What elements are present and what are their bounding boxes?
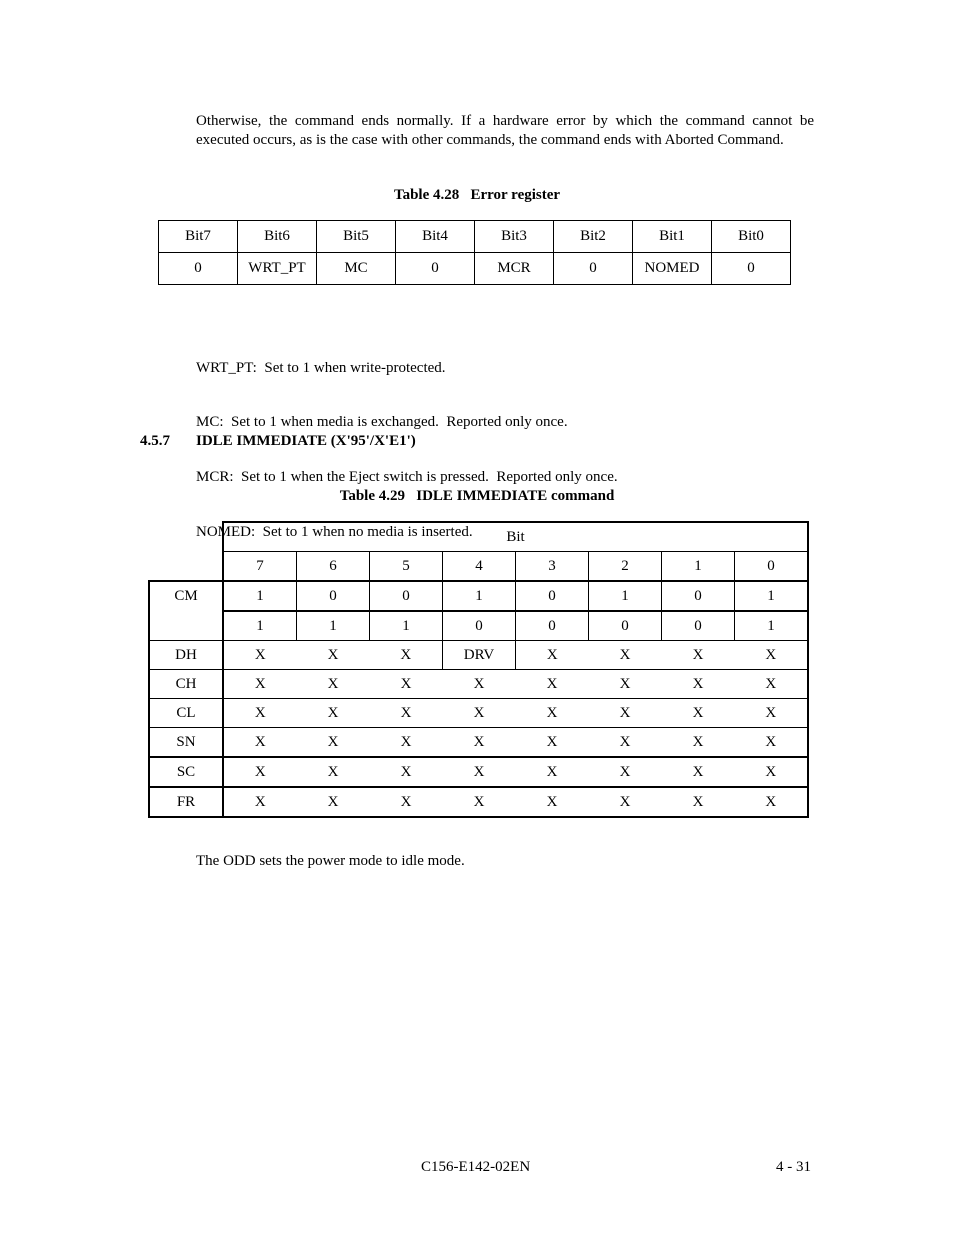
bit-number: 5 xyxy=(370,552,443,582)
section-number: 4.5.7 xyxy=(140,433,170,449)
bit-cell: X xyxy=(297,728,370,758)
bit-cell: X xyxy=(516,699,589,728)
header-cell: Bit4 xyxy=(396,221,475,253)
bit-cell: X xyxy=(516,728,589,758)
header-cell: Bit3 xyxy=(475,221,554,253)
bit-cell: X xyxy=(443,728,516,758)
table-row xyxy=(159,221,791,253)
bit-cell: X xyxy=(662,757,735,787)
idle-immediate-table xyxy=(148,521,809,818)
bit-cell: X xyxy=(735,670,809,699)
section-title: IDLE IMMEDIATE (X'95'/X'E1') xyxy=(196,433,416,449)
bit-cell: X xyxy=(370,641,443,670)
intro-line-1: Otherwise, the command ends normally. If a hardware error by which the command cannot be xyxy=(196,113,814,129)
bit-cell: X xyxy=(589,641,662,670)
bit-cell: 0 xyxy=(443,611,516,641)
bit-cell: X xyxy=(370,670,443,699)
bit-header: Bit xyxy=(223,522,808,552)
table-row xyxy=(149,670,808,699)
bit-cell: X xyxy=(297,641,370,670)
bit-cell: 1 xyxy=(370,611,443,641)
footer-doc-id: C156-E142-02EN xyxy=(421,1159,531,1175)
bit-cell: X xyxy=(297,670,370,699)
table-row xyxy=(149,757,808,787)
bit-cell: X xyxy=(516,757,589,787)
bit-cell: X xyxy=(443,670,516,699)
bit-cell: X xyxy=(370,787,443,817)
row-label-ch: CH xyxy=(149,670,223,699)
empty-corner xyxy=(149,552,223,582)
bit-number: 7 xyxy=(223,552,297,582)
table-row xyxy=(149,581,808,611)
bit-cell: 1 xyxy=(297,611,370,641)
note-nomed: NOMED: Set to 1 when no media is inserted. xyxy=(196,524,473,541)
bit-cell: X xyxy=(370,757,443,787)
bit-cell: X xyxy=(223,787,297,817)
empty-corner xyxy=(149,522,223,552)
bit-cell: X xyxy=(297,757,370,787)
bit-cell: X xyxy=(443,787,516,817)
bit-cell: X xyxy=(443,757,516,787)
bit-number: 6 xyxy=(297,552,370,582)
row-label-fr: FR xyxy=(149,787,223,817)
bit-cell: X xyxy=(223,670,297,699)
bit-cell: 1 xyxy=(735,581,809,611)
bit-cell: 1 xyxy=(589,581,662,611)
bit-cell: X xyxy=(589,728,662,758)
table-4-29-caption: Table 4.29 IDLE IMMEDIATE command xyxy=(339,488,615,504)
value-cell: MCR xyxy=(475,253,554,285)
bit-number: 3 xyxy=(516,552,589,582)
error-register-table xyxy=(158,220,791,285)
bit-cell: 0 xyxy=(370,581,443,611)
bit-cell: X xyxy=(662,728,735,758)
note-mc: MC: Set to 1 when media is exchanged. Reported only once. xyxy=(196,414,568,431)
value-cell: MC xyxy=(317,253,396,285)
bit-cell: X xyxy=(516,787,589,817)
header-cell: Bit6 xyxy=(238,221,317,253)
bit-cell: X xyxy=(589,787,662,817)
value-cell: 0 xyxy=(159,253,238,285)
row-label-cl: CL xyxy=(149,699,223,728)
table-row xyxy=(149,728,808,758)
row-label-cm: CM xyxy=(149,581,223,641)
closing-sentence: The ODD sets the power mode to idle mode. xyxy=(196,853,465,869)
value-cell: 0 xyxy=(712,253,791,285)
bit-cell: X xyxy=(662,787,735,817)
bit-cell: X xyxy=(223,757,297,787)
bit-cell: X xyxy=(516,641,589,670)
bit-cell: X xyxy=(735,787,809,817)
bit-cell: X xyxy=(589,670,662,699)
bit-cell: X xyxy=(443,699,516,728)
value-cell: NOMED xyxy=(633,253,712,285)
bit-number: 4 xyxy=(443,552,516,582)
bit-cell: DRV xyxy=(443,641,516,670)
bit-cell: 0 xyxy=(662,611,735,641)
bit-cell: 0 xyxy=(516,581,589,611)
bit-cell: X xyxy=(735,641,809,670)
bit-cell: X xyxy=(662,641,735,670)
table-row xyxy=(149,552,808,582)
bit-cell: X xyxy=(735,728,809,758)
bit-cell: X xyxy=(735,757,809,787)
note-wrt-pt: WRT_PT: Set to 1 when write-protected. xyxy=(196,359,446,376)
bit-cell: X xyxy=(223,699,297,728)
bit-cell: 0 xyxy=(297,581,370,611)
table-row xyxy=(149,611,808,641)
bit-cell: 1 xyxy=(223,581,297,611)
bit-cell: 1 xyxy=(735,611,809,641)
bit-cell: 1 xyxy=(223,611,297,641)
bit-cell: X xyxy=(297,787,370,817)
value-cell: 0 xyxy=(396,253,475,285)
bit-number: 2 xyxy=(589,552,662,582)
bit-cell: X xyxy=(662,699,735,728)
bit-cell: X xyxy=(223,641,297,670)
table-row xyxy=(149,522,808,552)
header-cell: Bit7 xyxy=(159,221,238,253)
bit-cell: 1 xyxy=(443,581,516,611)
bit-cell: X xyxy=(589,757,662,787)
table-row xyxy=(149,641,808,670)
table-row xyxy=(149,699,808,728)
value-cell: 0 xyxy=(554,253,633,285)
row-label-sc: SC xyxy=(149,757,223,787)
footer-page-number: 4 - 31 xyxy=(776,1159,811,1175)
table-4-28-caption: Table 4.28 Error register xyxy=(393,187,561,203)
header-cell: Bit5 xyxy=(317,221,396,253)
bit-cell: X xyxy=(370,699,443,728)
bit-cell: X xyxy=(662,670,735,699)
value-cell: WRT_PT xyxy=(238,253,317,285)
intro-paragraph xyxy=(196,112,814,150)
header-cell: Bit0 xyxy=(712,221,791,253)
bit-cell: 0 xyxy=(589,611,662,641)
row-label-dh: DH xyxy=(149,641,223,670)
bit-cell: 0 xyxy=(662,581,735,611)
bit-cell: X xyxy=(297,699,370,728)
bit-number: 1 xyxy=(662,552,735,582)
bit-cell: X xyxy=(370,728,443,758)
note-mcr: MCR: Set to 1 when the Eject switch is pressed. Reported only once. xyxy=(196,469,618,486)
header-cell: Bit2 xyxy=(554,221,633,253)
header-cell: Bit1 xyxy=(633,221,712,253)
bit-number: 0 xyxy=(735,552,809,582)
bit-cell: X xyxy=(735,699,809,728)
table-row xyxy=(159,253,791,285)
bit-cell: 0 xyxy=(516,611,589,641)
table-row xyxy=(149,787,808,817)
row-label-sn: SN xyxy=(149,728,223,758)
bit-cell: X xyxy=(589,699,662,728)
bit-cell: X xyxy=(223,728,297,758)
intro-line-2: executed occurs, as is the case with other commands, the command ends with Aborted Command. xyxy=(196,132,784,148)
bit-cell: X xyxy=(516,670,589,699)
